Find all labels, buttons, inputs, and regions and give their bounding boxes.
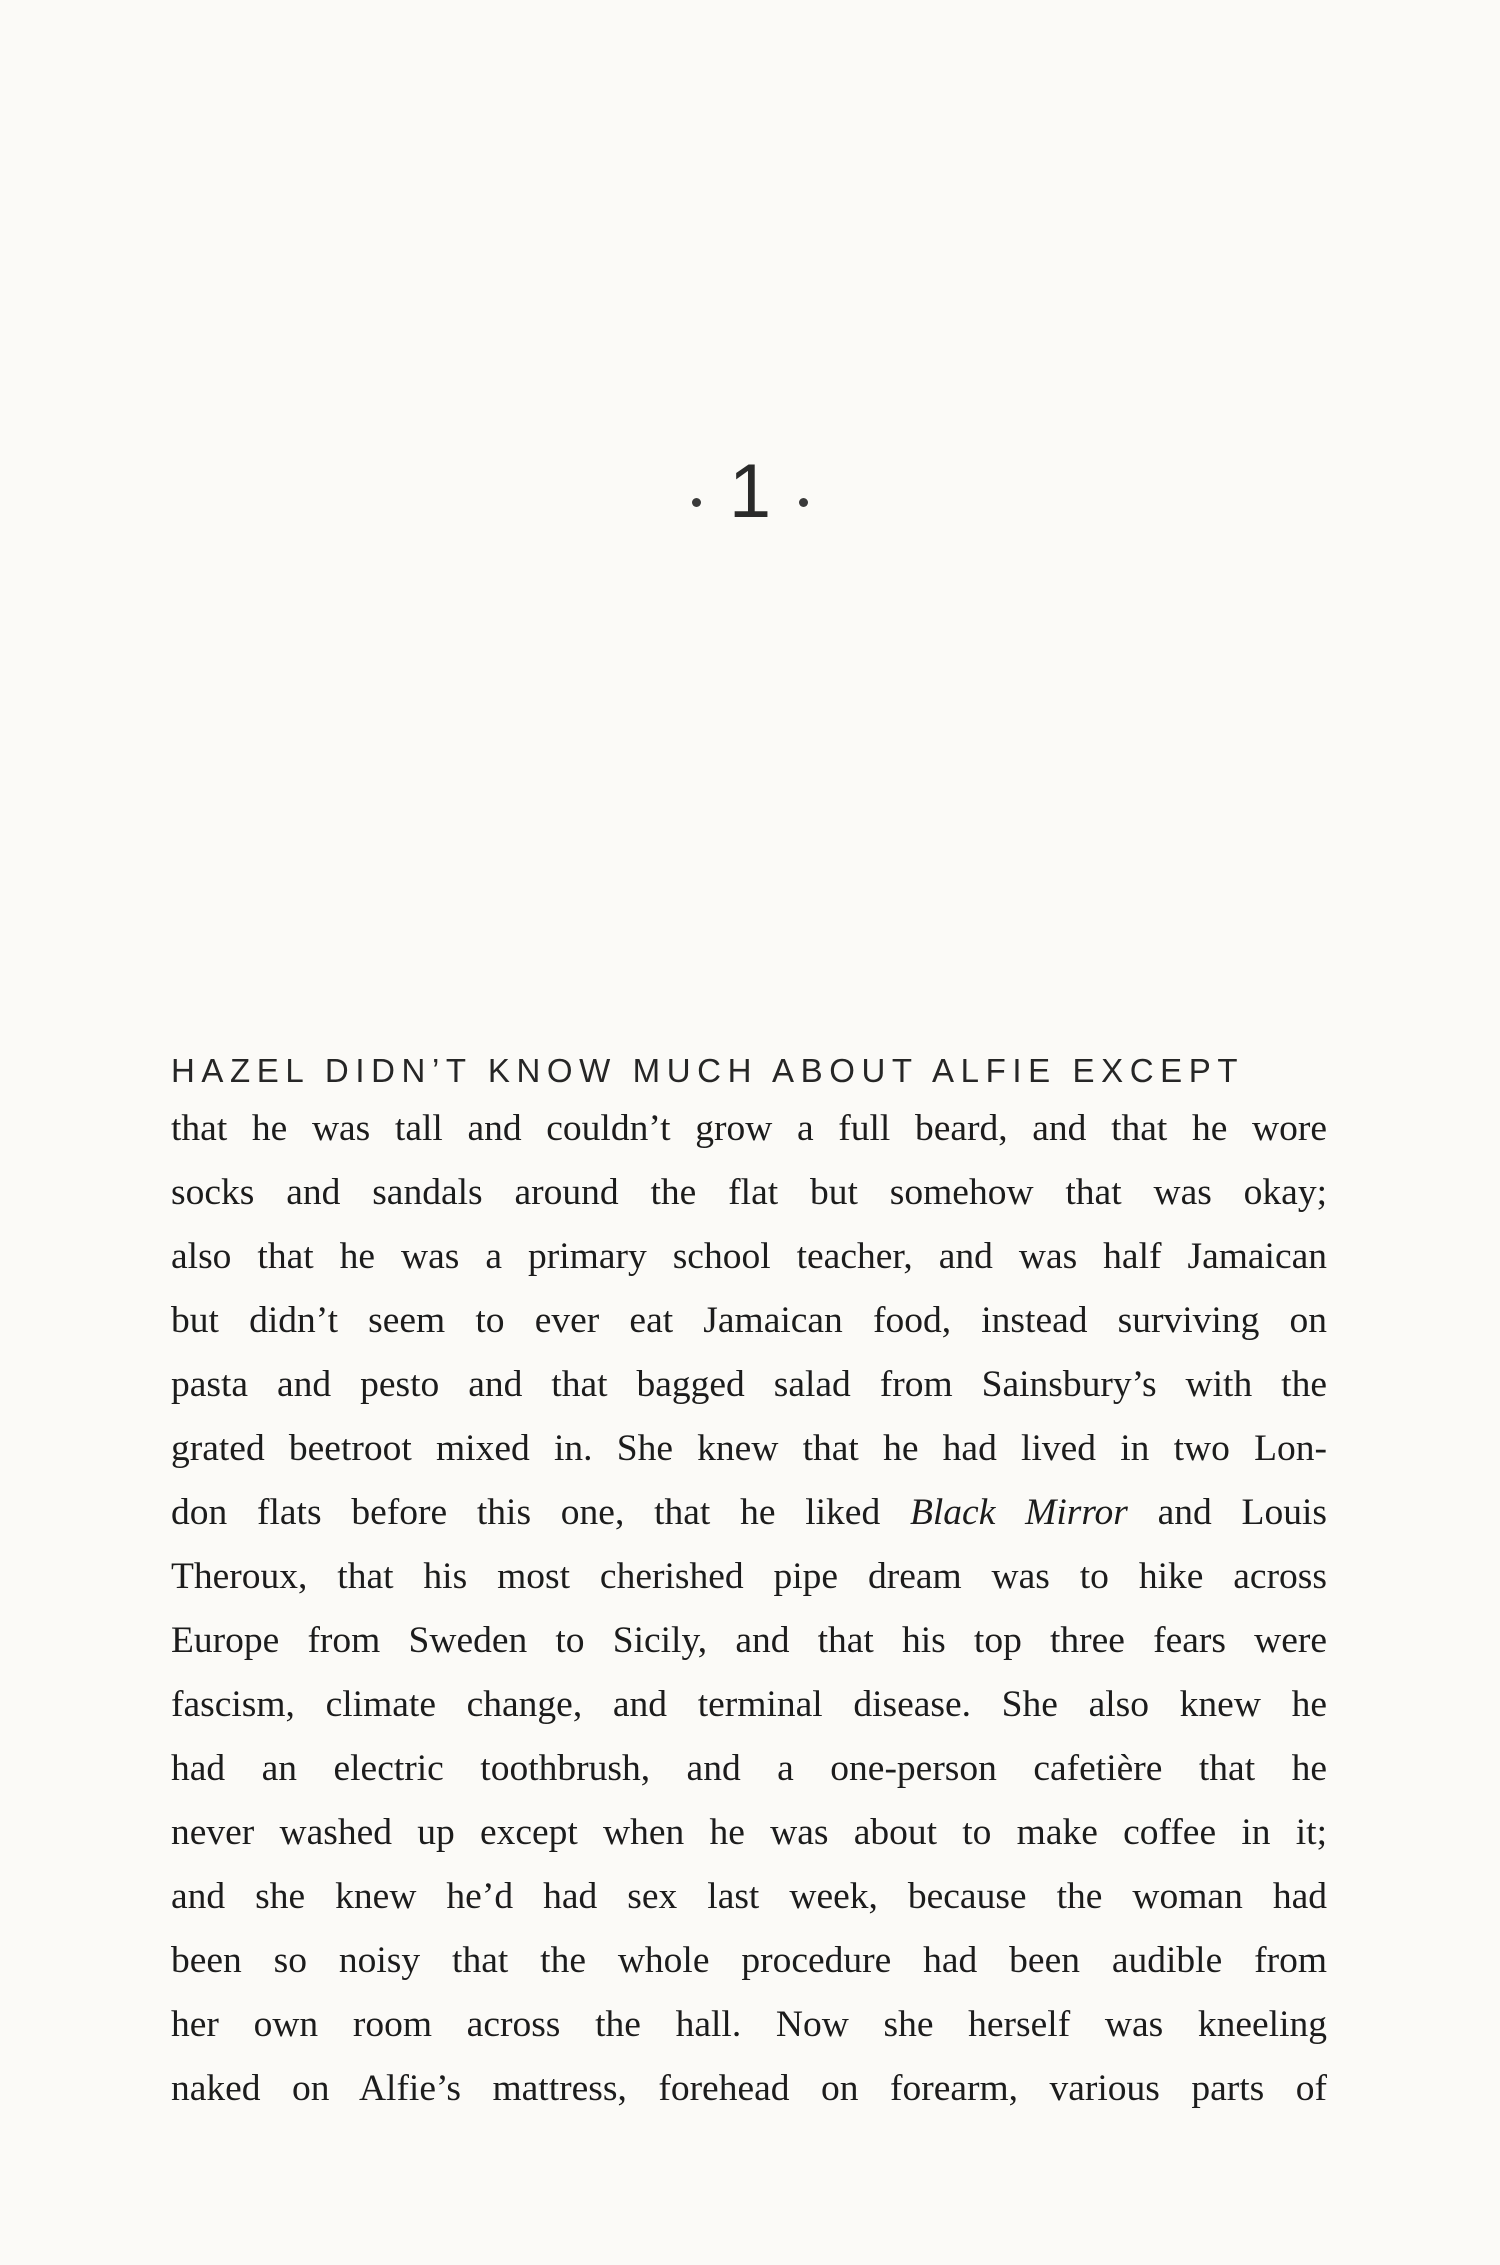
chapter-heading	[0, 442, 1500, 542]
body-line: and she knew he’d had sex last week, because the woman had	[171, 1876, 1327, 1917]
body-line: pasta and pesto and that bagged salad from Sainsbury’s with the	[171, 1364, 1327, 1405]
body-line: that he was tall and couldn’t grow a full beard, and that he wore	[171, 1108, 1327, 1149]
body-line: never washed up except when he was about to make coffee in it;	[171, 1812, 1327, 1853]
body-line: been so noisy that the whole procedure had been audible from	[171, 1940, 1327, 1981]
body-line-before-title: don flats before this one, that he liked	[171, 1492, 910, 1533]
body-line: had an electric toothbrush, and a one-person cafetière that he	[171, 1748, 1327, 1789]
body-line: grated beetroot mixed in. She knew that he had lived in two Lon-	[171, 1428, 1327, 1469]
body-line: also that he was a primary school teacher, and was half Jamaican	[171, 1236, 1327, 1277]
body-line: naked on Alfie’s mattress, forehead on forearm, various parts of	[171, 2068, 1327, 2109]
body-line-with-title	[171, 1481, 1327, 1545]
tv-show-title: Black Mirror	[909, 1492, 1128, 1533]
chapter-dot-left	[692, 498, 701, 507]
chapter-text	[171, 1047, 1327, 2121]
body-line: but didn’t seem to ever eat Jamaican food, instead surviving on	[171, 1300, 1327, 1341]
body-line: socks and sandals around the flat but somehow that was okay;	[171, 1172, 1327, 1213]
body-line: Theroux, that his most cherished pipe dream was to hike across	[171, 1556, 1327, 1597]
body-line: her own room across the hall. Now she herself was kneeling	[171, 2004, 1327, 2045]
chapter-dot-right	[799, 498, 808, 507]
body-line: fascism, climate change, and terminal disease. She also knew he	[171, 1684, 1327, 1725]
opening-small-caps-line: HAZEL DIDN’T KNOW MUCH ABOUT ALFIE EXCEPT	[171, 1052, 1245, 1089]
body-line-after-title: and Louis	[1127, 1492, 1327, 1533]
body-line: Europe from Sweden to Sicily, and that his top three fears were	[171, 1620, 1327, 1661]
chapter-number: 1	[728, 449, 772, 534]
